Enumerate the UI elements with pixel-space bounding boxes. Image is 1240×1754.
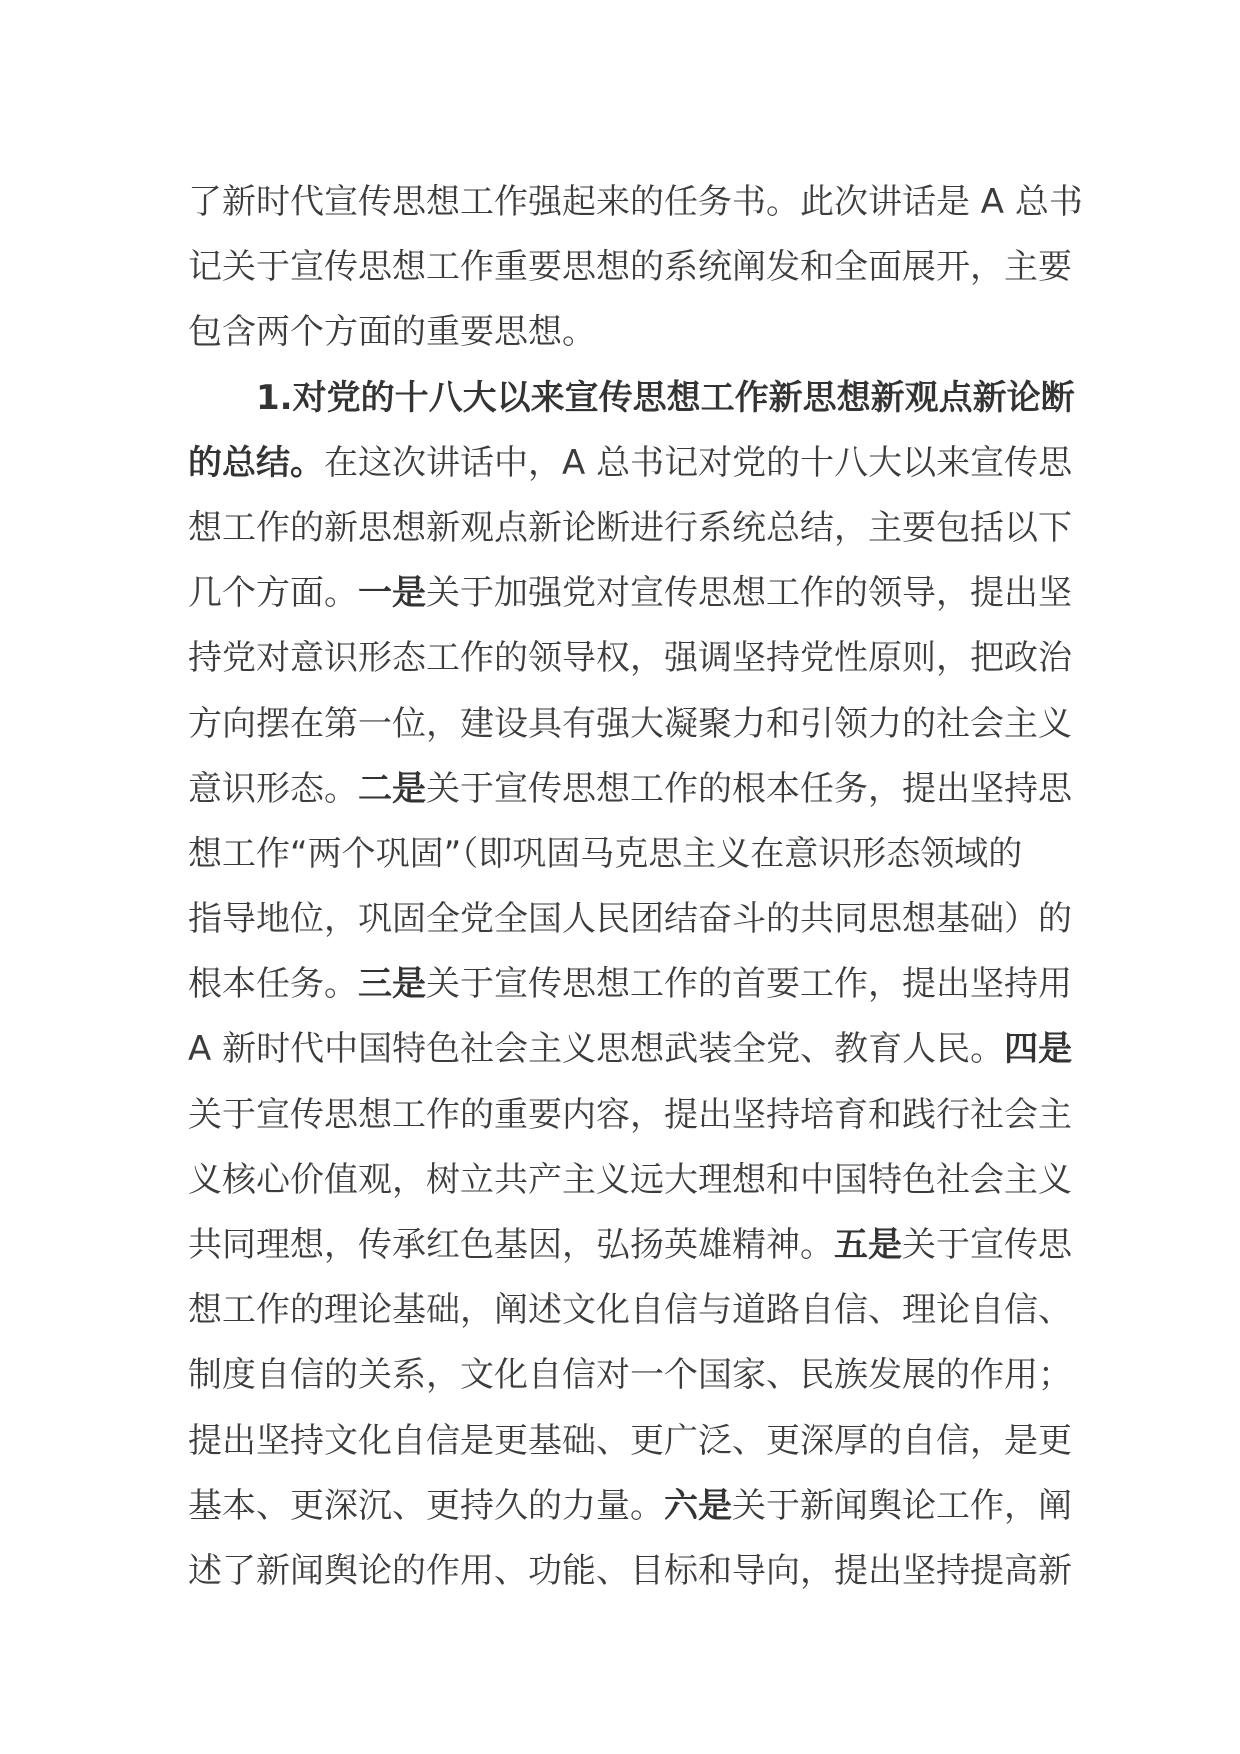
text-segment: 根本任务。: [188, 964, 358, 1005]
text-segment: 制度自信的关系，文化自信对一个国家、民族发展的作用；: [188, 1355, 1072, 1396]
heading-text: 1.对党的十八大以来宣传思想工作新思想新观点新论断: [256, 377, 1075, 418]
text-segment: 指导地位，巩固全党全国人民团结奋斗的共同思想基础）的: [188, 899, 1072, 940]
document-body: [188, 170, 1083, 1604]
text-line-15: [188, 1083, 1072, 1148]
text-line-8: [188, 626, 1072, 691]
text-segment: 述了新闻舆论的作用、功能、目标和导向，提出坚持提高新: [188, 1550, 1072, 1591]
text-segment: 记关于宣传思想工作重要思想的系统阐发和全面展开，主要: [188, 247, 1072, 288]
text-line-21: [188, 1474, 1072, 1539]
text-segment: 关于宣传思想工作的首要工作，提出坚持用: [426, 964, 1072, 1005]
text-segment: 意识形态。: [188, 768, 358, 809]
text-segment: 想工作的新思想新观点新论断进行系统总结，主要包括以下: [188, 507, 1072, 548]
point-marker-5: 五是: [834, 1225, 902, 1265]
text-line-7: [188, 561, 1072, 626]
heading-text-end: 的总结。: [188, 442, 324, 483]
text-line-11: [188, 822, 1048, 887]
text-segment: 关于宣传思想工作的重要内容，提出坚持培育和践行社会主: [188, 1094, 1072, 1135]
text-segment: 关于宣传思想工作的根本任务，提出坚持思: [426, 768, 1072, 809]
text-line-13: [188, 952, 1072, 1017]
text-segment: 提出坚持文化自信是更基础、更广泛、更深厚的自信，是更: [188, 1420, 1072, 1461]
text-segment: A 新时代中国特色社会主义思想武装全党、教育人民。: [188, 1029, 1005, 1070]
text-segment: 想工作“两个巩固”（即巩固马克思主义在意识形态领域的: [188, 833, 1023, 874]
text-line-12: [188, 887, 1072, 952]
text-segment: 持党对意识形态工作的领导权，强调坚持党性原则，把政治: [188, 638, 1072, 679]
text-segment: 包含两个方面的重要思想。: [188, 312, 596, 353]
text-segment: 了新时代宣传思想工作强起来的任务书。此次讲话是 A 总书: [188, 182, 1083, 222]
text-line-20: [188, 1409, 1072, 1474]
text-segment: 义核心价值观，树立共产主义远大理想和中国特色社会主义: [188, 1159, 1072, 1200]
text-line-10: [188, 757, 1072, 822]
point-marker-2: 二是: [358, 768, 426, 809]
text-line-6: [188, 496, 1072, 561]
point-marker-6: 六是: [664, 1485, 732, 1526]
section-heading-1: [188, 366, 1075, 431]
text-segment: 关于宣传思: [902, 1225, 1072, 1265]
point-marker-4: 四是: [1004, 1029, 1073, 1070]
text-line-2: [188, 235, 1072, 300]
text-segment: 共同理想，传承红色基因，弘扬英雄精神。: [188, 1225, 834, 1265]
point-marker-1: 一是: [358, 573, 426, 614]
text-line-5: [188, 431, 1073, 496]
text-segment: 关于加强党对宣传思想工作的领导，提出坚: [426, 573, 1072, 614]
text-line-14: [188, 1017, 1073, 1082]
text-segment: 方向摆在第一位，建设具有强大凝聚力和引领力的社会主义: [188, 703, 1072, 744]
text-line-3: [188, 300, 1048, 365]
point-marker-3: 三是: [358, 964, 426, 1005]
text-line-22: [188, 1539, 1072, 1604]
text-segment: 关于新闻舆论工作，阐: [732, 1485, 1072, 1526]
text-segment: 几个方面。: [188, 573, 358, 614]
text-segment: 在这次讲话中，A 总书记对党的十八大以来宣传思: [324, 442, 1073, 483]
text-line-16: [188, 1148, 1072, 1213]
text-line-19: [188, 1343, 1072, 1408]
text-segment: 想工作的理论基础，阐述文化自信与道路自信、理论自信、: [188, 1290, 1072, 1331]
text-line-18: [188, 1278, 1072, 1343]
text-line-17: [188, 1213, 1072, 1278]
text-line-1: [188, 170, 1083, 235]
text-line-9: [188, 692, 1072, 757]
text-segment: 基本、更深沉、更持久的力量。: [188, 1485, 664, 1526]
